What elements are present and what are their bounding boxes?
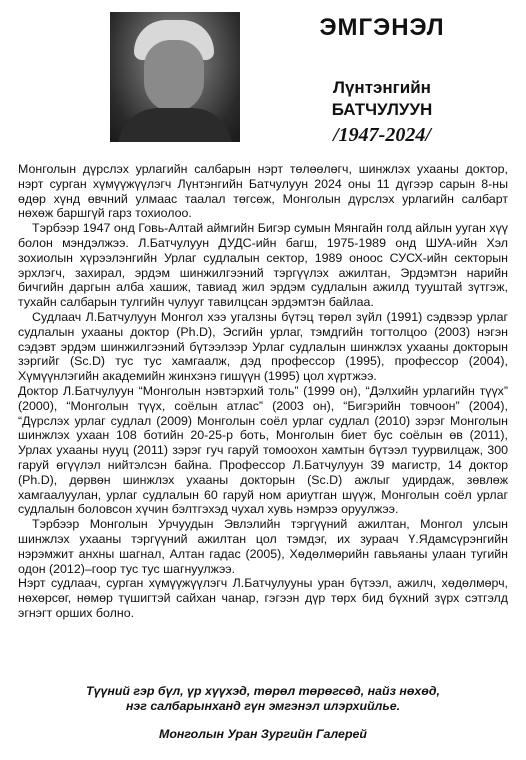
paragraph: Нэрт судлаач, сурган хүмүүжүүлэгч Л.Батчулууны уран бүтээл, ажилч, хөдөлмөрч, нөхөрсөг, нөмөр түшигтэй сайхан чанар, гэгээн дүр төрх бид бүхний зүрх сэтгэлд эгнэгт орших болно.: [18, 576, 508, 620]
obituary-body: [18, 162, 508, 621]
paragraph: Тэрбээр 1947 онд Говь-Алтай аймгийн Бигэр сумын Мянгайн голд айлын ууган хүү болон мэндэлжээ. Л.Батчулуун ДУДС-ийн багш, 1975-1989 онд ШУА-ийн Хэл зохиолын хүрээлэнгийн Урлаг судлалын сектор, 1989 оноос СУСХ-ийн секторын эрхлэгч, захирал, эрдэм шинжилгээний тэргүүлэх ажилтан, Эрдэмтэн нарийн бичгийн даргын алба хашиж, тавиад жил эрдэм судлалын ажилд тууштай зүтгэж, тухайн салбарын тулгийн чулууг тавилцсан эрдэмтэн байлаа.: [18, 221, 508, 310]
portrait-face: [144, 40, 204, 112]
paragraph: Доктор Л.Батчулуун “Монголын нэвтэрхий толь” (1999 он), “Дэлхийн урлагийн түүх” (2000), “Монголын түүх, соёлын атлас” (2003 он), “Бигэрийн товчоон” (2004), “Дүрслэх урлаг судлал (2009) Монголын соёл урлаг судлал (2010) зэрэг Монголын шинжлэх ухаан 108 ботийн 20-25-р боть, Монголын биет бус соёлын өв (2011), Урлах ухааны нууц (2011) зэрэг гуч гаруй томоохон хамтын бүтээл туурвилцаж, 300 гаруй өгүүлэл нийтэлсэн байна. Профессор Л.Батчулуун 39 магистр, 14 доктор (Ph.D), дөрвөн шинжлэх ухааны докторын (Sc.D) ажлыг удирдаж, зөвлөж хамгаалуулан, урлаг судлалын 60 гаруй ном ариутган шүүж, Монголын соёл урлаг судлалын боловсон хүчин бэлтгэхэд чухал хувь нэмрээ оруулжээ.: [18, 383, 508, 517]
page-title: ЭМГЭНЭЛ: [319, 14, 445, 41]
surname: БАТЧУЛУУН: [331, 100, 433, 119]
life-years: /1947-2024/: [333, 124, 431, 146]
given-name: Лүнтэнгийн: [333, 78, 431, 97]
paragraph: Тэрбээр Монголын Урчуудын Эвлэлийн тэргүүний ажилтан, Монгол улсын шинжлэх ухааны тэргүүний ажилтан цол тэмдэг, их зураач Ү.Ядамсүрэнгийн нэрэмжит анхны шагнал, Алтан гадас (2005), Хөдөлмөрийн гавьяаны улаан тугийн одон (2012)–гоор тус тус шагнуулжээ.: [18, 517, 508, 576]
condolence-line: нэг салбарынханд гүн эмгэнэл илэрхийлье.: [125, 699, 401, 713]
signature: Монголын Уран Зургийн Галерей: [159, 727, 367, 741]
condolence-line: Түүний гэр бүл, үр хүүхэд, төрөл төрөгсөд, найз нөхөд,: [86, 684, 440, 698]
condolence-message: [18, 684, 508, 714]
portrait-photo: [110, 12, 240, 142]
paragraph: Судлаач Л.Батчулуун Монгол хээ угалзны бүтэц төрөл зүйл (1991) сэдвээр урлаг судлалын ухааны доктор (Ph.D), Эсгийн урлаг, тэмдгийн тогтолцоо (2003) нэгэн сэдэвт эрдэм шинжилгээний бүтээлээр Урлаг судлалын шинжлэх ухааны докторын зэргийг (Sc.D) тус тус хамгаалж, дэд профессор (1995), профессор (2004), Хүмүүнлэгийн академийн жинхэнэ гишүүн (1995) цол хүртжээ.: [18, 309, 508, 384]
portrait-body: [118, 108, 232, 142]
paragraph: Монголын дүрслэх урлагийн салбарын нэрт төлөөлөгч, шинжлэх ухааны доктор, нэрт сурган хүмүүжүүлэгч Лүнтэнгийн Батчулуун 2024 оны 11 дүгээр сарын 8-ны өдөр хүнд өвчний улмаас таалал төгсөж, Монголын дүрслэх урлагийн салбарт нөхөж баршгүй гарз тохиолоо.: [18, 162, 508, 221]
